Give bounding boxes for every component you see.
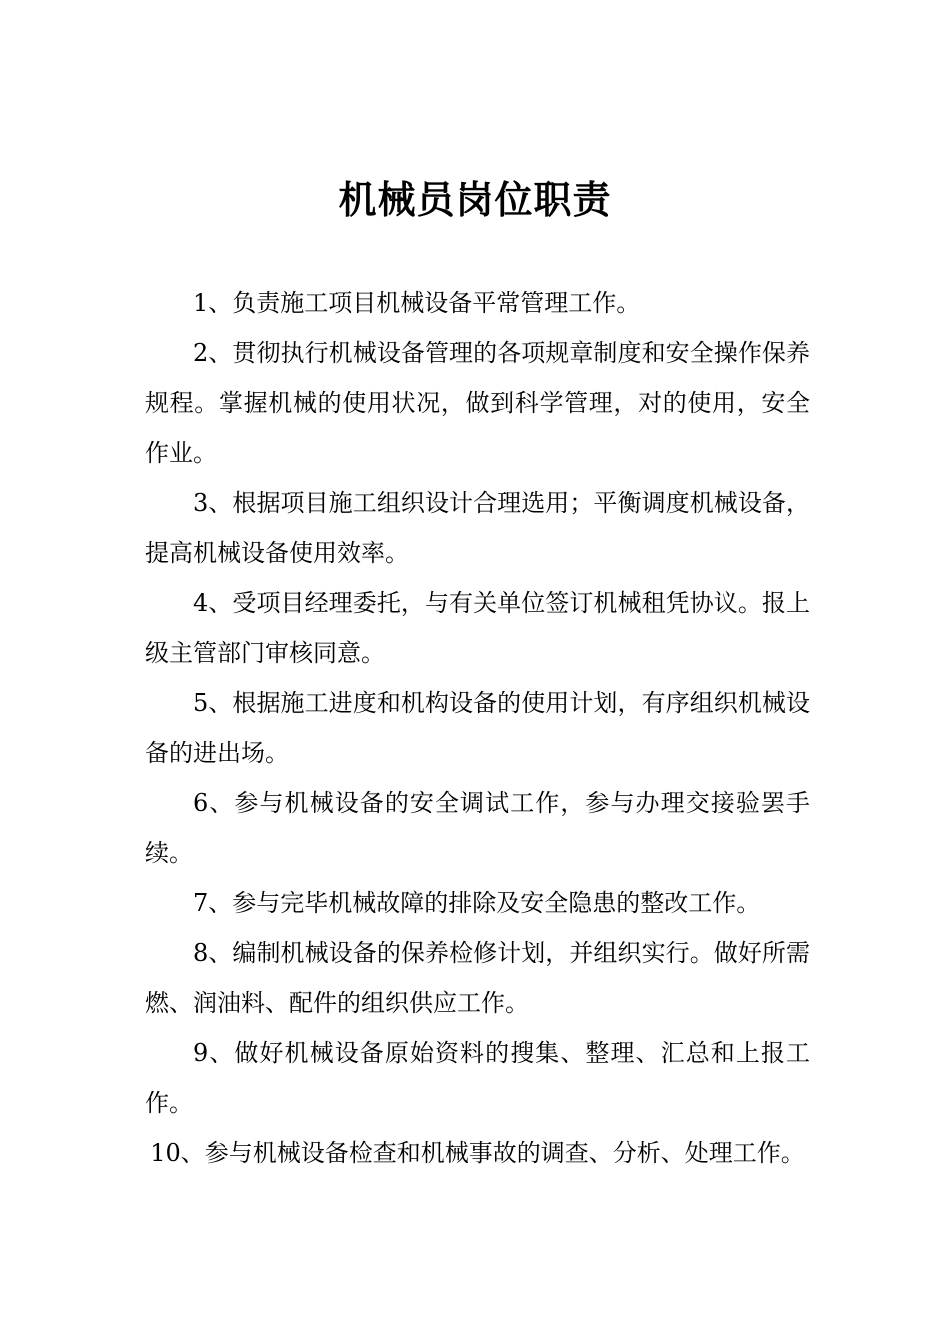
duty-item-1: 1、负责施工项目机械设备平常管理工作。 — [193, 289, 641, 317]
duty-item-8: 8、编制机械设备的保养检修计划，并组织实行。做好所需燃、润油料、配件的组织供应工作。 — [145, 939, 810, 1017]
document-body — [145, 278, 810, 1178]
duty-item-9: 9、做好机械设备原始资料的搜集、整理、汇总和上报工作。 — [145, 1039, 810, 1117]
duty-item-5: 5、根据施工进度和机构设备的使用计划，有序组织机械设备的进出场。 — [145, 689, 810, 767]
duty-item-4: 4、受项目经理委托，与有关单位签订机械租凭协议。报上级主管部门审核同意。 — [145, 589, 810, 667]
duty-item-10: 10、参与机械设备检查和机械事故的调查、分析、处理工作。 — [150, 1139, 805, 1167]
duty-item-3: 3、根据项目施工组织设计合理选用；平衡调度机械设备，提高机械设备使用效率。 — [145, 489, 810, 567]
document-title: 机械员岗位职责 — [338, 177, 612, 222]
duty-item-2: 2、贯彻执行机械设备管理的各项规章制度和安全操作保养规程。掌握机械的使用状况，做到科学管理，对的使用，安全作业。 — [145, 339, 810, 467]
duty-item-6: 6、参与机械设备的安全调试工作，参与办理交接验罢手续。 — [145, 789, 810, 867]
duty-item-7: 7、参与完毕机械故障的排除及安全隐患的整改工作。 — [193, 889, 761, 917]
